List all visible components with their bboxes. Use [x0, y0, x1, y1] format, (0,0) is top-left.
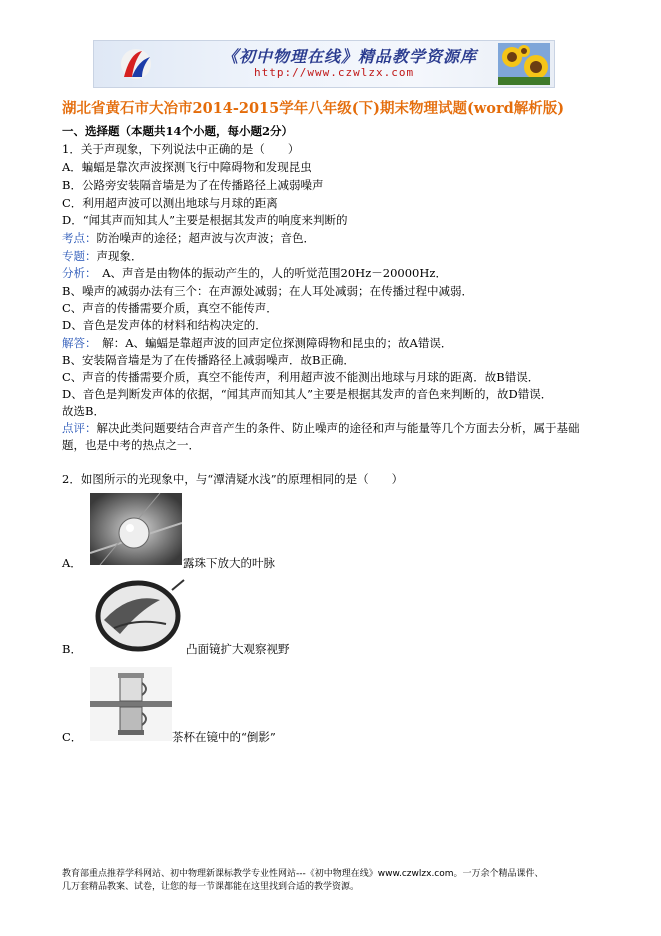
teacup-reflection-image — [90, 667, 172, 741]
q2-option-c-letter: C． — [62, 730, 83, 744]
q1-option-d: D．“闻其声而知其人”主要是根据其发声的响度来判断的 — [62, 213, 348, 227]
footer-line-2: 几万套精品教案、试卷，让您的每一节课都能在这里找到合适的教学资源。 — [62, 882, 360, 892]
dianping-text-2: 题，也是中考的热点之一． — [62, 438, 200, 452]
fenxi-text-2: B、噪声的减弱办法有三个：在声源处减弱；在人耳处减弱；在传播过程中减弱． — [62, 284, 473, 298]
question-2-stem: 2．如图所示的光现象中，与“潭清疑水浅”的原理相同的是（ ） — [62, 472, 404, 486]
jieda-text-4: D、音色是判断发声体的依据，“闻其声而知其人”主要是根据其发声的音色来判断的，故D错误． — [62, 387, 553, 401]
banner-title: 《初中物理在线》精品教学资源库 — [222, 47, 478, 66]
fenxi-label: 分析： — [62, 266, 91, 280]
q2-option-a-caption: 露珠下放大的叶脉 — [183, 556, 275, 570]
jieda-text-3: C、声音的传播需要介质，真空不能传声，利用超声波不能测出地球与月球的距离．故B错误． — [62, 370, 540, 384]
banner-url[interactable]: http://www.czwlzx.com — [254, 66, 415, 79]
kaodian-row — [62, 231, 315, 246]
q2-option-b-letter: B． — [62, 642, 82, 656]
question-1-stem: 1．关于声现象，下列说法中正确的是（ ） — [62, 142, 300, 156]
dianping-row — [62, 421, 580, 436]
dianping-text-1: 解决此类问题要结合声音产生的条件、防止噪声的途径和声与能量等几个方面去分析，属于基础 — [96, 421, 580, 435]
q2-option-a — [62, 556, 275, 571]
dewdrop-leaf-image — [90, 493, 182, 565]
jieda-row — [62, 336, 452, 351]
footer-line-1: 教育部重点推荐学科网站、初中物理新课标教学专业性网站---《初中物理在线》www.czwlzx.com。一万余个精品课件、 — [62, 869, 544, 879]
jieda-label: 解答： — [62, 336, 91, 350]
fenxi-text-4: D、音色是发声体的材料和结构决定的． — [62, 318, 267, 332]
convex-mirror-image — [90, 578, 186, 652]
jieda-text-1: 解：A、蝙蝠是靠超声波的回声定位探测障碍物和昆虫的；故A错误． — [90, 336, 453, 350]
sunflower-image — [498, 43, 550, 85]
header-banner — [93, 40, 555, 88]
kaodian-label: 考点： — [62, 231, 97, 245]
q2-option-b — [62, 642, 290, 657]
fenxi-text-3: C、声音的传播需要介质，真空不能传声． — [62, 301, 278, 315]
zhuanti-row — [62, 249, 143, 264]
q1-option-a: A．蝙蝠是靠次声波探测飞行中障碍物和发现昆虫 — [62, 160, 312, 174]
q2-option-c-caption: 茶杯在镜中的“倒影” — [172, 730, 276, 744]
q2-option-b-caption: 凸面镜扩大观察视野 — [186, 642, 290, 656]
kaodian-text: 防治噪声的途径；超声波与次声波；音色． — [96, 231, 315, 245]
jieda-answer: 故选B． — [62, 404, 105, 418]
zhuanti-label: 专题： — [62, 249, 97, 263]
q2-option-c — [62, 730, 276, 745]
dianping-label: 点评： — [62, 421, 97, 435]
jieda-text-2: B、安装隔音墙是为了在传播路径上减弱噪声．故B正确． — [62, 353, 355, 367]
fenxi-text-1: A、声音是由物体的振动产生的，人的听觉范围20Hz－20000Hz． — [90, 266, 447, 280]
q1-option-c: C．利用超声波可以测出地球与月球的距离 — [62, 196, 278, 210]
q1-option-b: B．公路旁安装隔音墙是为了在传播路径上减弱噪声 — [62, 178, 324, 192]
fenxi-row — [62, 266, 447, 281]
q2-option-a-letter: A． — [62, 556, 82, 570]
site-logo-icon — [118, 47, 154, 81]
zhuanti-text: 声现象． — [96, 249, 143, 263]
document-title: 湖北省黄石市大冶市2014-2015学年八年级(下)期末物理试题(word解析版) — [62, 100, 565, 117]
section-heading: 一、选择题（本题共14个小题，每小题2分） — [62, 124, 294, 138]
